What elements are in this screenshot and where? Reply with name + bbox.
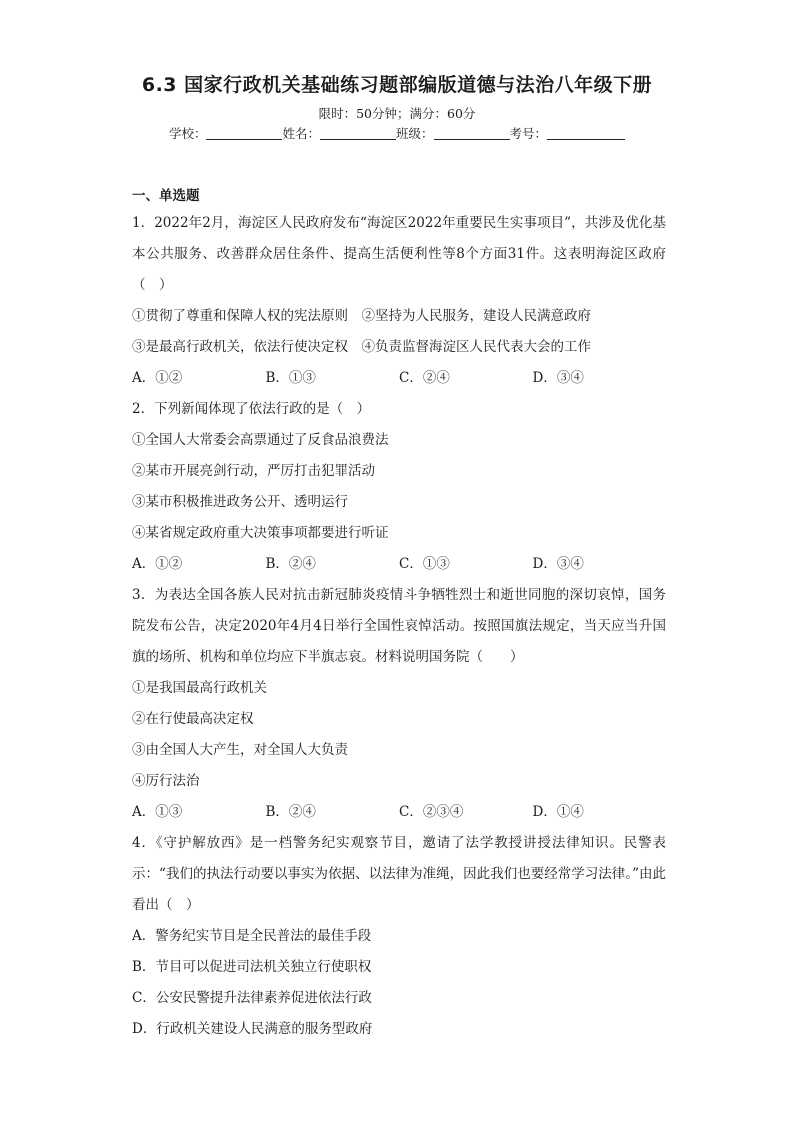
question-4 — [132, 828, 666, 1045]
statement: ①是我国最高行政机关 — [132, 680, 267, 696]
statement: ①全国人大常委会高票通过了反食品浪费法 — [132, 432, 389, 448]
option-c[interactable]: C．②④ — [399, 370, 450, 386]
answer-options — [132, 549, 666, 580]
student-info-row — [0, 124, 794, 142]
option-a[interactable]: A．警务纪实节目是全民普法的最佳手段 — [132, 928, 372, 944]
option-c[interactable]: C．公安民警提升法律素养促进依法行政 — [132, 990, 372, 1006]
answer-options — [132, 363, 666, 394]
school-blank[interactable] — [206, 126, 282, 140]
statement: ③某市积极推进政务公开、透明运行 — [132, 494, 348, 510]
statement: ①贯彻了尊重和保障人权的宪法原则 ②坚持为人民服务，建设人民满意政府 — [132, 308, 591, 324]
statement: ②某市开展亮剑行动，严厉打击犯罪活动 — [132, 463, 375, 479]
option-d[interactable]: D．行政机关建设人民满意的服务型政府 — [132, 1021, 373, 1037]
answer-options — [132, 797, 666, 828]
option-d[interactable]: D．③④ — [532, 370, 584, 386]
option-b[interactable]: B．②④ — [265, 556, 316, 572]
option-a[interactable]: A．①③ — [132, 804, 183, 820]
exam-meta: 限时：50分钟；满分：60分 — [318, 106, 476, 121]
statement: ②在行使最高决定权 — [132, 711, 254, 727]
option-d[interactable]: D．③④ — [532, 556, 584, 572]
option-b[interactable]: B．②④ — [265, 804, 316, 820]
question-stem: 1．2022年2月，海淀区人民政府发布“海淀区2022年重要民生实事项目”，共涉及优化基本公共服务、改善群众居住条件、提高生活便利性等8个方面31件。这表明海淀区政府（ ） — [132, 215, 666, 293]
name-label: 姓名： — [282, 126, 320, 141]
question-stem: 2．下列新闻体现了依法行政的是（ ） — [132, 401, 371, 417]
question-2 — [132, 394, 666, 580]
exam-number-blank[interactable] — [547, 126, 625, 140]
class-blank[interactable] — [434, 126, 510, 140]
statement: ③是最高行政机关，依法行使决定权 ④负责监督海淀区人民代表大会的工作 — [132, 339, 591, 355]
option-d[interactable]: D．①④ — [532, 804, 584, 820]
question-list — [132, 184, 666, 1045]
school-label: 学校： — [168, 126, 207, 141]
option-c[interactable]: C．②③④ — [399, 804, 464, 820]
option-a[interactable]: A．①② — [132, 556, 183, 572]
name-blank[interactable] — [320, 126, 396, 140]
question-1 — [132, 208, 666, 394]
question-stem: 4．《守护解放西》是一档警务纪实观察节目，邀请了法学教授讲授法律知识。民警表示：“我们的执法行动要以事实为依据、以法律为准绳，因此我们也要经常学习法律。”由此看出（ ） — [132, 835, 666, 913]
page-title: 6.3 国家行政机关基础练习题部编版道德与法治八年级下册 — [141, 74, 653, 96]
statement: ④某省规定政府重大决策事项都要进行听证 — [132, 525, 389, 541]
statement: ④厉行法治 — [132, 773, 200, 789]
question-3 — [132, 580, 666, 828]
option-b[interactable]: B．节目可以促进司法机关独立行使职权 — [132, 959, 372, 975]
exam-number-label: 考号： — [509, 126, 548, 141]
class-label: 班级： — [396, 126, 434, 141]
question-stem: 3．为表达全国各族人民对抗击新冠肺炎疫情斗争牺牲烈士和逝世同胞的深切哀悼，国务院发布公告，决定2020年4月4日举行全国性哀悼活动。按照国旗法规定，当天应当升国旗的场所、机构和单位均应下半旗志哀。材料说明国务院（ ） — [132, 587, 666, 665]
option-a[interactable]: A．①② — [132, 370, 183, 386]
section-title: 一、单选题 — [132, 188, 200, 204]
option-b[interactable]: B．①③ — [265, 370, 316, 386]
option-c[interactable]: C．①③ — [399, 556, 450, 572]
statement: ③由全国人大产生，对全国人大负责 — [132, 742, 348, 758]
